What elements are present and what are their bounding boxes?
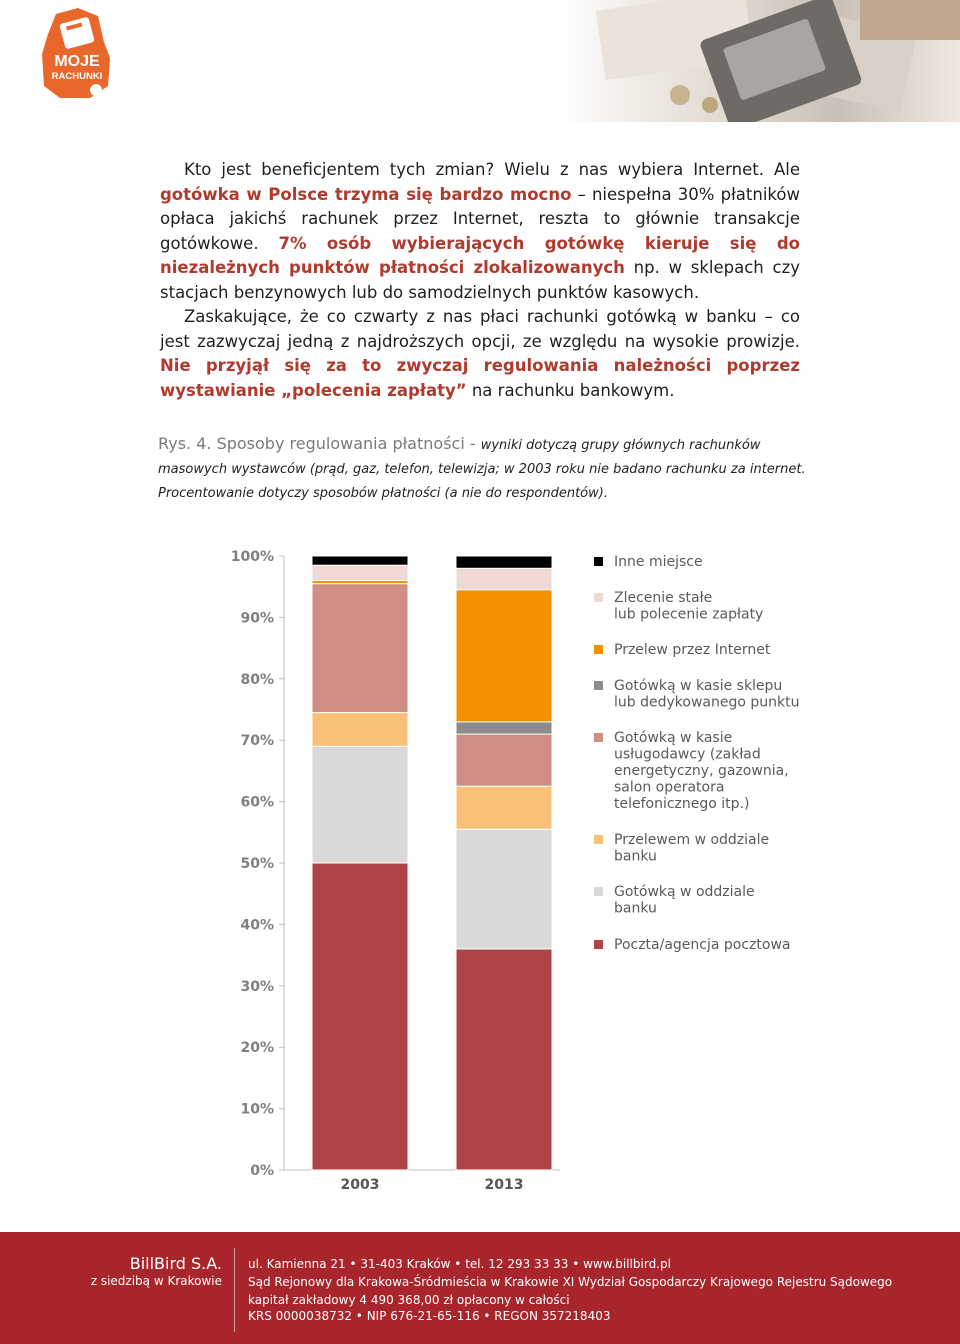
p2-text-a: Zaskakujące, że co czwarty z nas płaci rachunki gotówką w banku – co jest zazwyczaj jedną z najdroższych opcji, ze względu na wysokie prowizje.	[160, 307, 800, 351]
p1-highlight-b: gotówka w Polsce trzyma się bardzo mocno	[160, 184, 572, 204]
footer-address: ul. Kamienna 21 • 31-403 Kraków • tel. 12 293 33 33 • www.billbird.pl	[248, 1257, 671, 1271]
legend-swatch	[594, 835, 603, 844]
moje-rachunki-logo[interactable]	[38, 8, 116, 100]
footer-seat: z siedzibą w Krakowie	[90, 1274, 222, 1288]
bar-segment	[312, 746, 408, 863]
bar-segment	[456, 786, 552, 829]
legend-swatch	[594, 940, 603, 949]
caption-lead: Rys. 4. Sposoby regulowania płatności -	[158, 434, 481, 453]
y-tick-label: 20%	[240, 1040, 274, 1057]
p1-text-a: Kto jest beneficjentem tych zmian? Wielu z nas wybiera Internet. Ale	[184, 160, 800, 179]
p2-highlight-b: Nie przyjął się za to zwyczaj regulowania należności poprzez wystawianie „polecenia zapłaty”	[160, 356, 800, 400]
p1-highlight-d: 7% osób wybierających gotówkę kieruje się do niezależnych punktów płatności zlokalizowanych	[160, 233, 800, 277]
y-tick-label: 80%	[240, 671, 274, 688]
legend-swatch	[594, 733, 603, 742]
legend-swatch	[594, 887, 603, 896]
legend-label: Przelew przez Internet	[614, 642, 771, 658]
footer	[0, 1232, 960, 1344]
footer-divider	[234, 1248, 235, 1332]
bar-segment	[312, 713, 408, 747]
y-tick-label: 10%	[240, 1101, 274, 1118]
legend-label: Poczta/agencja pocztowa	[614, 937, 791, 953]
paragraph-2	[160, 305, 800, 403]
caption-rest: wyniki dotyczą grupy głównych rachunków masowych wystawców (prąd, gaz, telefon, telewizja; w 2003 roku nie badano rachunku za internet. Procentowanie dotyczy sposobów płatności (a nie do respondentów).	[158, 438, 806, 501]
logo-text-rachunki: RACHUNKI	[51, 71, 103, 82]
y-tick-label: 60%	[240, 794, 274, 811]
x-tick-label: 2013	[484, 1177, 524, 1193]
y-tick-label: 0%	[250, 1163, 274, 1179]
bar-segment	[456, 722, 552, 734]
y-tick-label: 100%	[230, 549, 274, 565]
p1-text-e: np. w sklepach czy stacjach benzynowych lub do samodzielnych punktów kasowych.	[160, 258, 800, 302]
legend-label: Inne miejsce	[614, 554, 703, 570]
legend-swatch	[594, 593, 603, 602]
bar-segment	[456, 556, 552, 568]
y-tick-label: 90%	[240, 610, 274, 627]
bar-segment	[312, 565, 408, 580]
y-tick-label: 30%	[240, 978, 274, 995]
y-tick-label: 40%	[240, 917, 274, 934]
bar-segment	[312, 863, 408, 1170]
bar-segment	[456, 568, 552, 589]
bar-segment	[312, 556, 408, 565]
footer-court: Sąd Rejonowy dla Krakowa-Śródmieścia w Krakowie XI Wydział Gospodarczy Krajowego Rejestru Sądowego	[248, 1275, 893, 1289]
x-tick-label: 2003	[340, 1177, 380, 1193]
legend-swatch	[594, 645, 603, 654]
legend-swatch	[594, 681, 603, 690]
legend-label: Zlecenie stałe lub polecenie zapłaty	[614, 590, 764, 623]
article-text	[160, 158, 800, 403]
footer-company: BillBird S.A.	[129, 1254, 222, 1273]
footer-registry: KRS 0000038732 • NIP 676-21-65-116 • REGON 357218403	[248, 1309, 611, 1323]
bar-segment	[312, 584, 408, 713]
legend-label: Gotówką w kasie sklepu lub dedykowanego punktu	[614, 678, 800, 711]
logo-text-moje: MOJE	[54, 53, 100, 70]
y-tick-label: 50%	[240, 856, 274, 872]
legend-label: Przelewem w oddziale banku	[614, 832, 770, 865]
footer-capital: kapitał zakładowy 4 490 368,00 zł opłacony w całości	[248, 1293, 570, 1307]
bar-segment	[456, 590, 552, 722]
legend-label: Gotówką w kasie usługodawcy (zakład energetyczny, gazownia, salon operatora telefonicznego itp.)	[614, 730, 789, 812]
legend-swatch	[594, 557, 603, 566]
paragraph-1	[160, 158, 800, 305]
banknotes-phone-photo	[560, 0, 960, 122]
header-photo	[560, 0, 960, 122]
figure-caption	[158, 432, 830, 506]
legend-label: Gotówką w oddziale banku	[614, 884, 755, 917]
bar-segment	[456, 829, 552, 949]
bar-segment	[456, 734, 552, 786]
y-tick-label: 70%	[240, 733, 274, 750]
p2-text-c: na rachunku bankowym.	[466, 380, 675, 400]
bar-segment	[456, 949, 552, 1170]
stacked-bar-chart	[0, 530, 960, 1220]
p1-text-c: – niespełna 30% płatników opłaca jakichś rachunek przez Internet, reszta to głównie transakcje gotówkowe.	[160, 184, 800, 253]
